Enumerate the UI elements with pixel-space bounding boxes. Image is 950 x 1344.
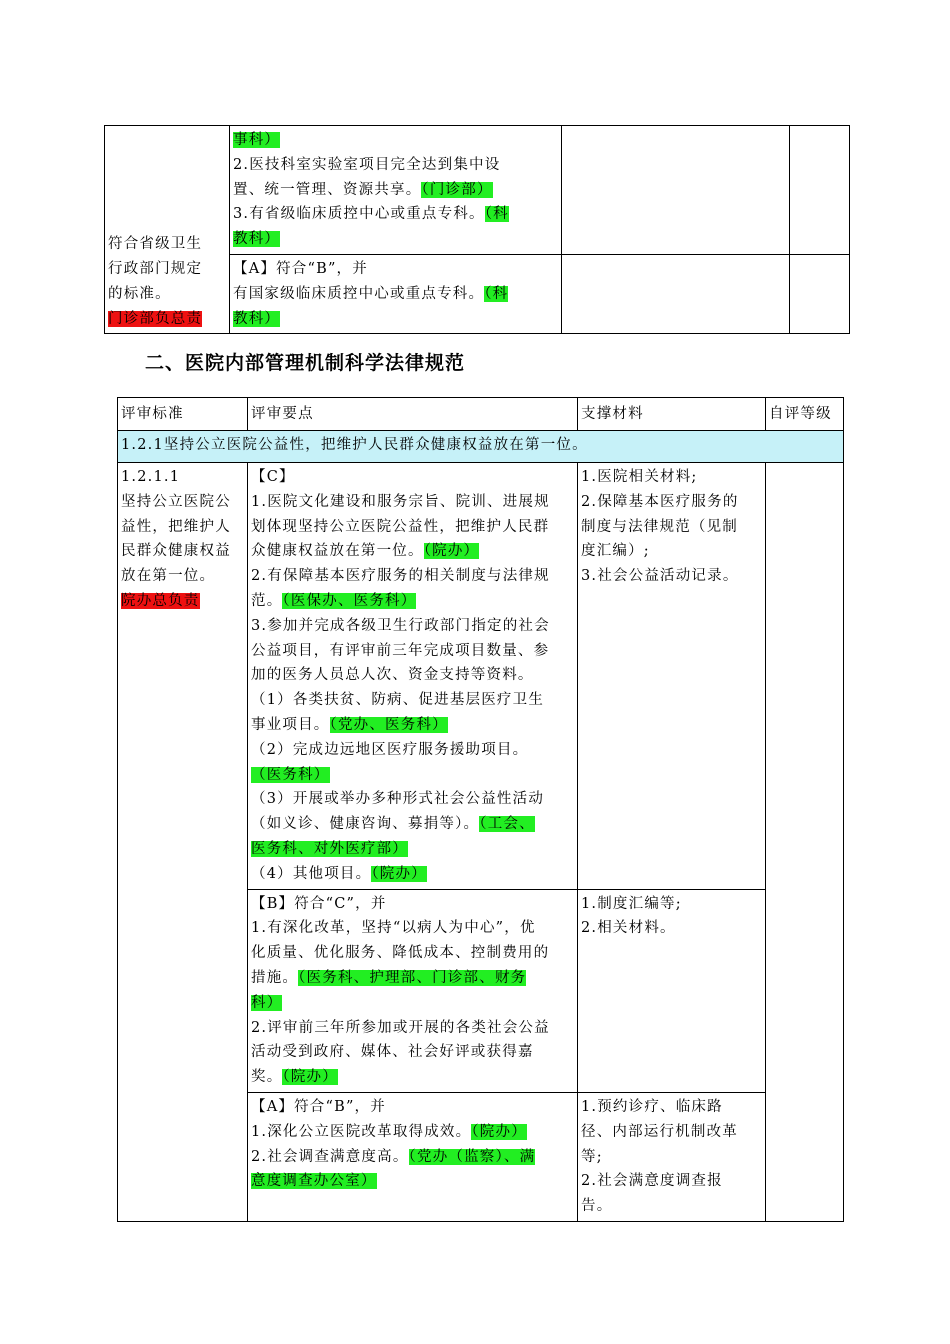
dept-highlight: （党办（监察）、满 xyxy=(408,1148,536,1165)
dept-highlight: （医保办、医务科） xyxy=(282,592,417,609)
standard-line: 符合省级卫生 xyxy=(108,236,203,253)
dept-highlight: 意度调查办公室） xyxy=(251,1173,377,1190)
standard-cell: 1.2.1.1 坚持公立医院公 益性，把维护人 民群众健康权益 放在第一位。 院办总负责 xyxy=(118,463,248,1222)
header-row xyxy=(118,398,844,431)
dept-highlight: （院办） xyxy=(423,543,480,560)
dept-highlight: （医务科、护理部、门诊部、财务 xyxy=(298,969,527,986)
grade-cell xyxy=(790,126,850,255)
table-row xyxy=(118,463,844,890)
header-standard: 评审标准 xyxy=(118,398,248,431)
dept-highlight: （院办） xyxy=(371,865,427,882)
dept-highlight: （门诊部） xyxy=(421,181,493,198)
dept-highlight: 医务科、对外医疗部） xyxy=(251,840,408,857)
materials-cell xyxy=(562,126,790,255)
standard-line: 行政部门规定 xyxy=(108,260,203,277)
section-row-text: 1.2.1坚持公立医院公益性，把维护人民群众健康权益放在第一位。 xyxy=(118,431,844,463)
grade-cell xyxy=(766,463,844,1222)
review-table xyxy=(117,397,844,1222)
a-points-cell: 【A】符合“B”，并 1.深化公立医院改革取得成效。（院办） 2.社会调查满意度高。（党办（监察）、满 意度调查办公室） xyxy=(248,1092,578,1221)
dept-highlight: 科） xyxy=(251,994,283,1011)
standard-cell xyxy=(105,126,230,334)
dept-highlight: （医务科） xyxy=(251,766,330,783)
dept-highlight: （科 xyxy=(484,206,509,223)
standard-line: 的标准。 xyxy=(108,285,171,302)
dept-highlight: （科 xyxy=(484,285,509,302)
points-cell: 【A】符合“B”，并 有国家级临床质控中心或重点专科。（科 教科） xyxy=(230,254,562,333)
responsible-tag: 门诊部负总责 xyxy=(108,310,203,327)
grade-cell xyxy=(790,254,850,333)
responsible-tag: 院办总负责 xyxy=(121,592,200,609)
header-points: 评审要点 xyxy=(248,398,578,431)
b-materials-cell: 1.制度汇编等; 2.相关材料。 xyxy=(578,889,766,1092)
dept-highlight: （党办、医务科） xyxy=(329,716,448,733)
dept-highlight: （院办） xyxy=(471,1123,527,1140)
section-row xyxy=(118,431,844,463)
dept-highlight: 教科） xyxy=(233,231,281,248)
dept-highlight: 教科） xyxy=(233,310,281,327)
header-materials: 支撑材料 xyxy=(578,398,766,431)
dept-highlight: 事科） xyxy=(233,132,281,148)
continued-table xyxy=(104,125,850,334)
c-points-cell: 【C】 1.医院文化建设和服务宗旨、院训、进展规 划体现坚持公立医院公益性，把维护人民群 众健康权益放在第一位。（院办） 2.有保障基本医疗服务的相关制度与法律规 范。（医保办、医务科） 3.参加并完成各级卫生行政部门指定的社会 公益项目，有评审前三年完成项目数量、参 加的医务人员总人次、资金支持等资料。 （1）各类扶贫、防病、促进基层医疗卫生 事业项目。（党办、医务科） （2）完成边远地区医疗服务援助项目。 （医务科） （3）开展或举办多种形式社会公益性活动 （如义诊、健康咨询、募捐等）。（工会、 医务科、对外医疗部） （4）其他项目。（院办） xyxy=(248,463,578,890)
dept-highlight: （院办） xyxy=(282,1069,338,1086)
c-materials-cell: 1.医院相关材料; 2.保障基本医疗服务的 制度与法律规范（见制 度汇编）; 3.社会公益活动记录。 xyxy=(578,463,766,890)
header-grade: 自评等级 xyxy=(766,398,844,431)
points-cell: 事科） 2.医技科室实验室项目完全达到集中设 置、统一管理、资源共享。（门诊部） 3.有省级临床质控中心或重点专科。（科 教科） xyxy=(230,126,562,255)
a-materials-cell: 1.预约诊疗、临床路 径、内部运行机制改革 等; 2.社会满意度调查报 告。 xyxy=(578,1092,766,1221)
section-title: 二、医院内部管理机制科学法律规范 xyxy=(145,352,466,374)
b-points-cell: 【B】符合“C”，并 1.有深化改革，坚持“以病人为中心”，优 化质量、优化服务、降低成本、控制费用的 措施。（医务科、护理部、门诊部、财务 科） 2.评审前三年所参加或开展的各类社会公益 活动受到政府、媒体、社会好评或获得嘉 奖。（院办） xyxy=(248,889,578,1092)
dept-highlight: （工会、 xyxy=(479,816,535,833)
materials-cell xyxy=(562,254,790,333)
